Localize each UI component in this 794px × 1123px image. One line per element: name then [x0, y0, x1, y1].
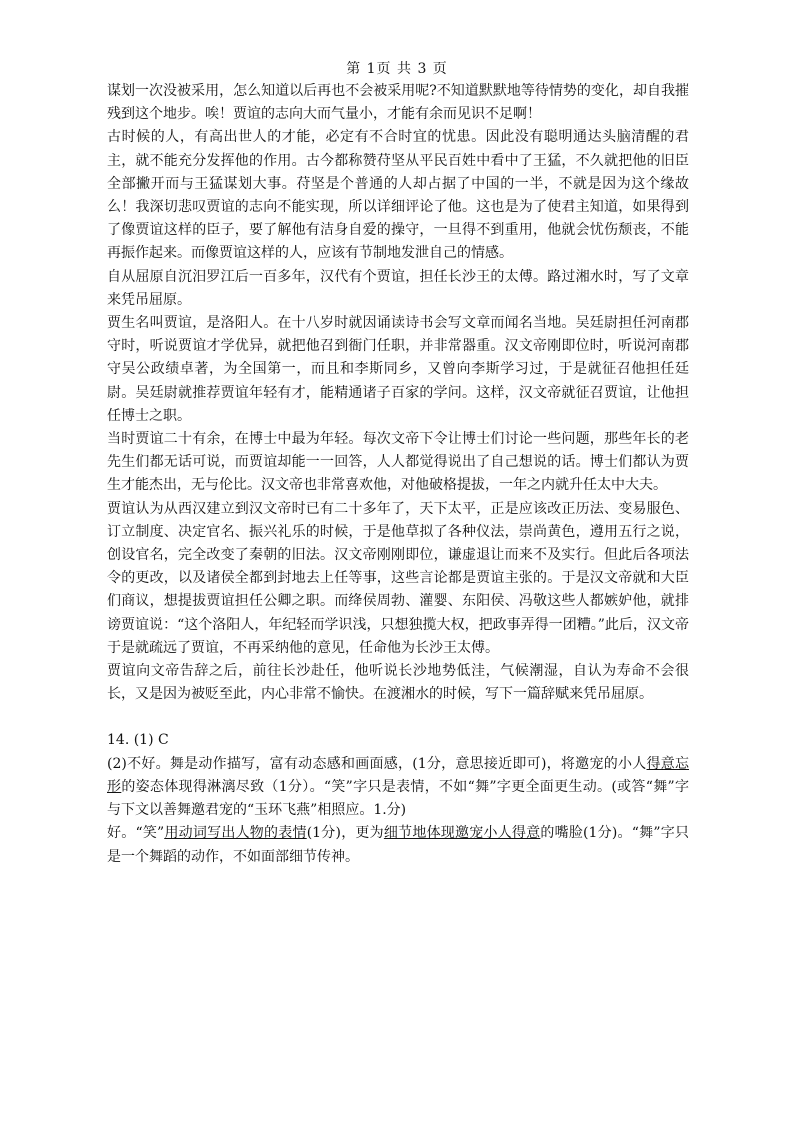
page-header: 第 1页 共 3 页: [346, 61, 448, 77]
underlined-phrase: 细节地体现邀宠小人得意: [383, 825, 541, 842]
paragraph: 贾生名叫贾谊，是洛阳人。在十八岁时就因诵读诗书会写文章而闻名当地。吴廷尉担任河南郡守时，听说贾谊才学优异，就把他召到衙门任职，并非常器重。汉文帝刚即位时，听说河南郡守吴公政绩卓著，为全国第一，而且和李斯同乡，又曾向李斯学习过，于是就征召他担任廷尉。吴廷尉就推荐贾谊年轻有才，能精通诸子百家的学问。这样，汉文帝就征召贾谊，让他担任博士之职。: [107, 315, 689, 424]
paragraph: 当时贾谊二十有余，在博士中最为年轻。每次文帝下令让博士们讨论一些问题，那些年长的老先生们都无话可说，而贾谊却能一一回答，人人都觉得说出了自己想说的话。博士们都认为贾生才能杰出，无与伦比。汉文帝也非常喜欢他，对他破格提拔，一年之内就升任太中大夫。: [107, 431, 689, 494]
paragraph: 古时候的人，有高出世人的才能，必定有不合时宜的忧患。因此没有聪明通达头脑清醒的君主，就不能充分发挥他的作用。古今都称赞苻坚从平民百姓中看中了王猛，不久就把他的旧臣全部撇开而与王猛谋划大事。苻坚是个普通的人却占据了中国的一半，不就是因为这个缘故么！我深切悲叹贾谊的志向不能实现，所以详细评论了他。这也是为了使君主知道，如果得到了像贾谊这样的臣子，要了解他有洁身自爱的操守，一旦得不到重用，他就会忧伤颓丧，不能再振作起来。而像贾谊这样的人，应该有节制地发泄自己的情感。: [107, 129, 689, 262]
answer-text: 的姿态体现得淋漓尽致（1分）。: [121, 778, 324, 795]
paragraph: 自从屈原自沉汨罗江后一百多年，汉代有个贾谊，担任长沙王的太傅。路过湘水时，写了文章来凭吊屈原。: [107, 268, 689, 308]
answer-text: 好。“笑”: [107, 825, 165, 842]
paragraph: 贾谊向文帝告辞之后，前往长沙赴任，他听说长沙地势低洼，气候潮湿，自认为寿命不会很长，又是因为被贬至此，内心非常不愉快。在渡湘水的时候，写下一篇辞赋来凭吊屈原。: [107, 663, 689, 703]
answer-14-2: [107, 753, 689, 823]
underlined-phrase: 用动词写出人物的表情: [164, 825, 307, 842]
spacer: [107, 706, 689, 729]
document-body: [107, 80, 689, 869]
answer-text: (2)不好。舞是动作描写，富有动态感和画面感，(1分，意思接近即可)，将邀宠的小人: [107, 755, 647, 772]
answer-14-1: 14. (1) C: [107, 732, 169, 749]
underlined-phrase: 得意忘形: [107, 755, 690, 795]
answer-alternative: [107, 822, 689, 868]
answer-text: 的嘴脸(1分)。“舞”字只是一个舞蹈的动作，不如面部细节传神。: [107, 825, 689, 865]
paragraph: 贾谊认为从西汉建立到汉文帝时已有二十多年了，天下太平，正是应该改正历法、变易服色、订立制度、决定官名、振兴礼乐的时候，于是他草拟了各种仪法，崇尚黄色，遵用五行之说，创设官名，完全改变了秦朝的旧法。汉文帝刚刚即位，谦虚退让而来不及实行。但此后各项法令的更改，以及诸侯全都到封地去上任等事，这些言论都是贾谊主张的。于是汉文帝就和大臣们商议，想提拔贾谊担任公卿之职。而绛侯周勃、灌婴、东阳侯、冯敬这些人都嫉妒他，就排谤贾谊说：“这个洛阳人，年纪轻而学识浅，只想独揽大权，把政事弄得一团糟。”此后，汉文帝于是就疏远了贾谊，不再采纳他的意见，任命他为长沙王太傅。: [107, 500, 689, 656]
answer-text: (1分)，更为: [306, 825, 384, 842]
paragraph: 谋划一次没被采用，怎么知道以后再也不会被采用呢?不知道默默地等待情势的变化，却自我摧残到这个地步。唉！贾谊的志向大而气量小，才能有余而见识不足啊！: [107, 83, 689, 123]
answer-text: “笑”字只是表情，不如“舞”字更全面更生动。(或答“舞”字与下文以善舞邀君宠的“玉环飞燕”相照应。1.分): [107, 778, 689, 819]
